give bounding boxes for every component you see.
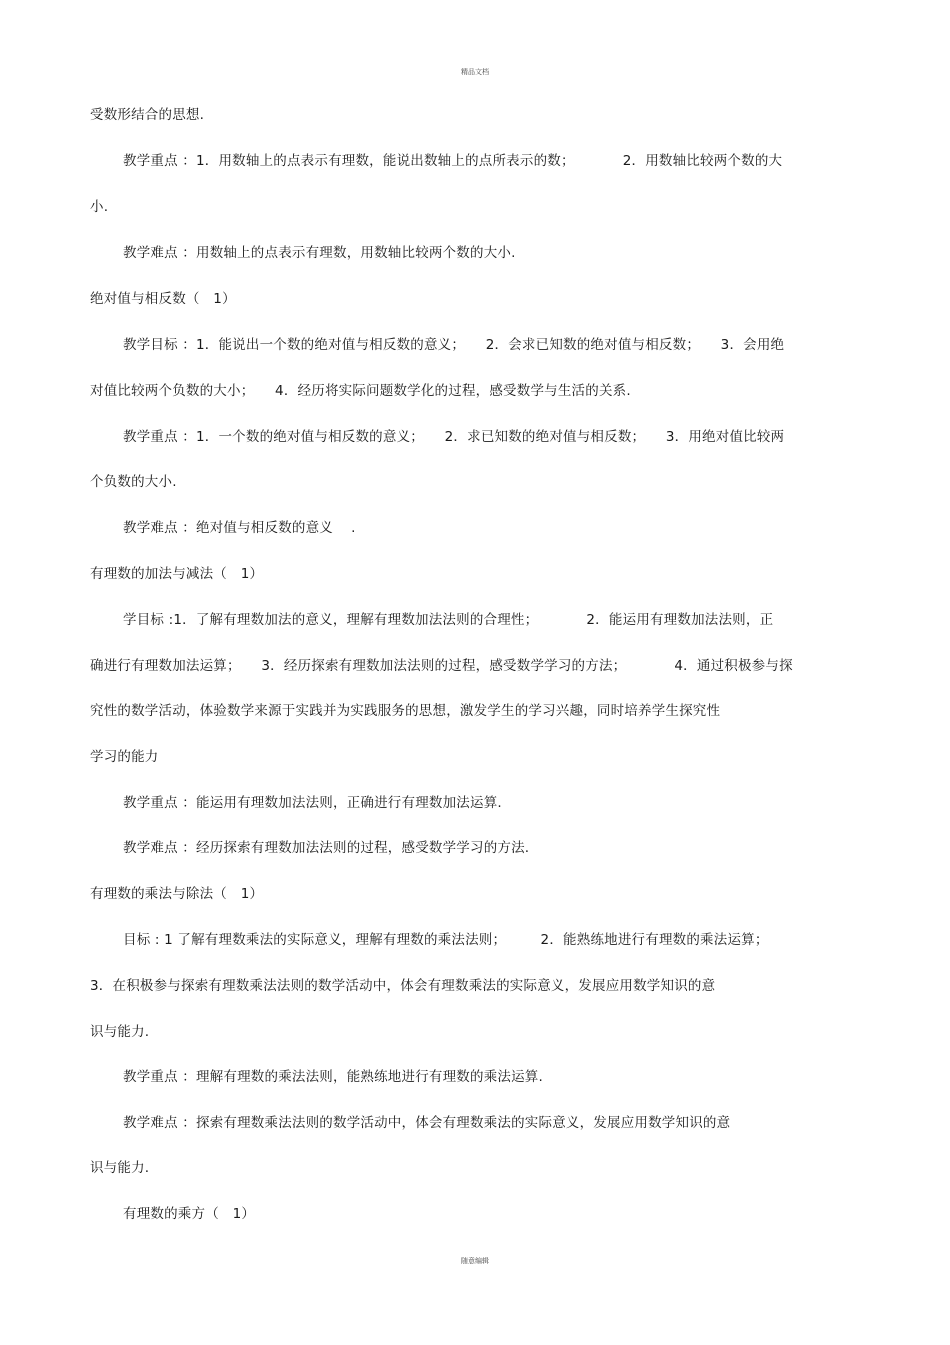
section-heading: 绝对值与相反数（ 1）: [90, 291, 236, 307]
text-line: 个负数的大小.: [90, 474, 177, 490]
text-line: 教学重点 ：1．一个数的绝对值与相反数的意义； 2．求已知数的绝对值与相反数； 3．用绝对值比较两: [123, 429, 785, 445]
text-line: 教学难点 ：探索有理数乘法法则的数学活动中，体会有理数乘法的实际意义，发展应用数学知识的意: [123, 1115, 731, 1131]
text-line: 教学重点 ：能运用有理数加法法则，正确进行有理数加法运算.: [123, 795, 502, 811]
text-line: 教学难点 ：用数轴上的点表示有理数，用数轴比较两个数的大小.: [123, 245, 516, 261]
section-heading: 有理数的加法与减法（ 1）: [90, 566, 264, 582]
text-line: 小.: [90, 199, 109, 215]
text-line: 教学目标 ：1．能说出一个数的绝对值与相反数的意义； 2．会求已知数的绝对值与相反数； 3．会用绝: [123, 337, 785, 353]
text-line: 学目标 :1．了解有理数加法的意义，理解有理数加法法则的合理性； 2．能运用有理数加法法则，正: [123, 612, 774, 628]
text-line: 受数形结合的思想.: [90, 107, 205, 123]
section-heading: 有理数的乘方（ 1）: [123, 1206, 256, 1222]
text-line: 识与能力.: [90, 1160, 150, 1176]
text-line: 教学难点 ：绝对值与相反数的意义 .: [123, 520, 356, 536]
text-line: 识与能力.: [90, 1024, 150, 1040]
text-line: 对值比较两个负数的大小； 4．经历将实际问题数学化的过程，感受数学与生活的关系.: [90, 383, 631, 399]
text-line: 教学重点 ：理解有理数的乘法法则，能熟练地进行有理数的乘法运算.: [123, 1069, 543, 1085]
text-line: 究性的数学活动，体验数学来源于实践并为实践服务的思想，激发学生的学习兴趣，同时培养学生探究性: [90, 703, 721, 719]
text-line: 学习的能力: [90, 749, 159, 765]
text-line: 教学重点 ：1．用数轴上的点表示有理数，能说出数轴上的点所表示的数； 2．用数轴比较两个数的大: [123, 153, 783, 169]
section-heading: 有理数的乘法与除法（ 1）: [90, 886, 264, 902]
page-header: 精品文档: [461, 68, 489, 76]
page-footer: 随意编辑: [461, 1257, 489, 1265]
text-line: 确进行有理数加法运算； 3．经历探索有理数加法法则的过程，感受数学学习的方法； 4．通过积极参与探: [90, 658, 793, 674]
text-line: 3．在积极参与探索有理数乘法法则的数学活动中，体会有理数乘法的实际意义，发展应用数学知识的意: [90, 978, 716, 994]
text-line: 教学难点 ：经历探索有理数加法法则的过程，感受数学学习的方法.: [123, 840, 530, 856]
text-line: 目标 : 1 了解有理数乘法的实际意义，理解有理数的乘法法则； 2．能熟练地进行有理数的乘法运算；: [123, 932, 769, 948]
